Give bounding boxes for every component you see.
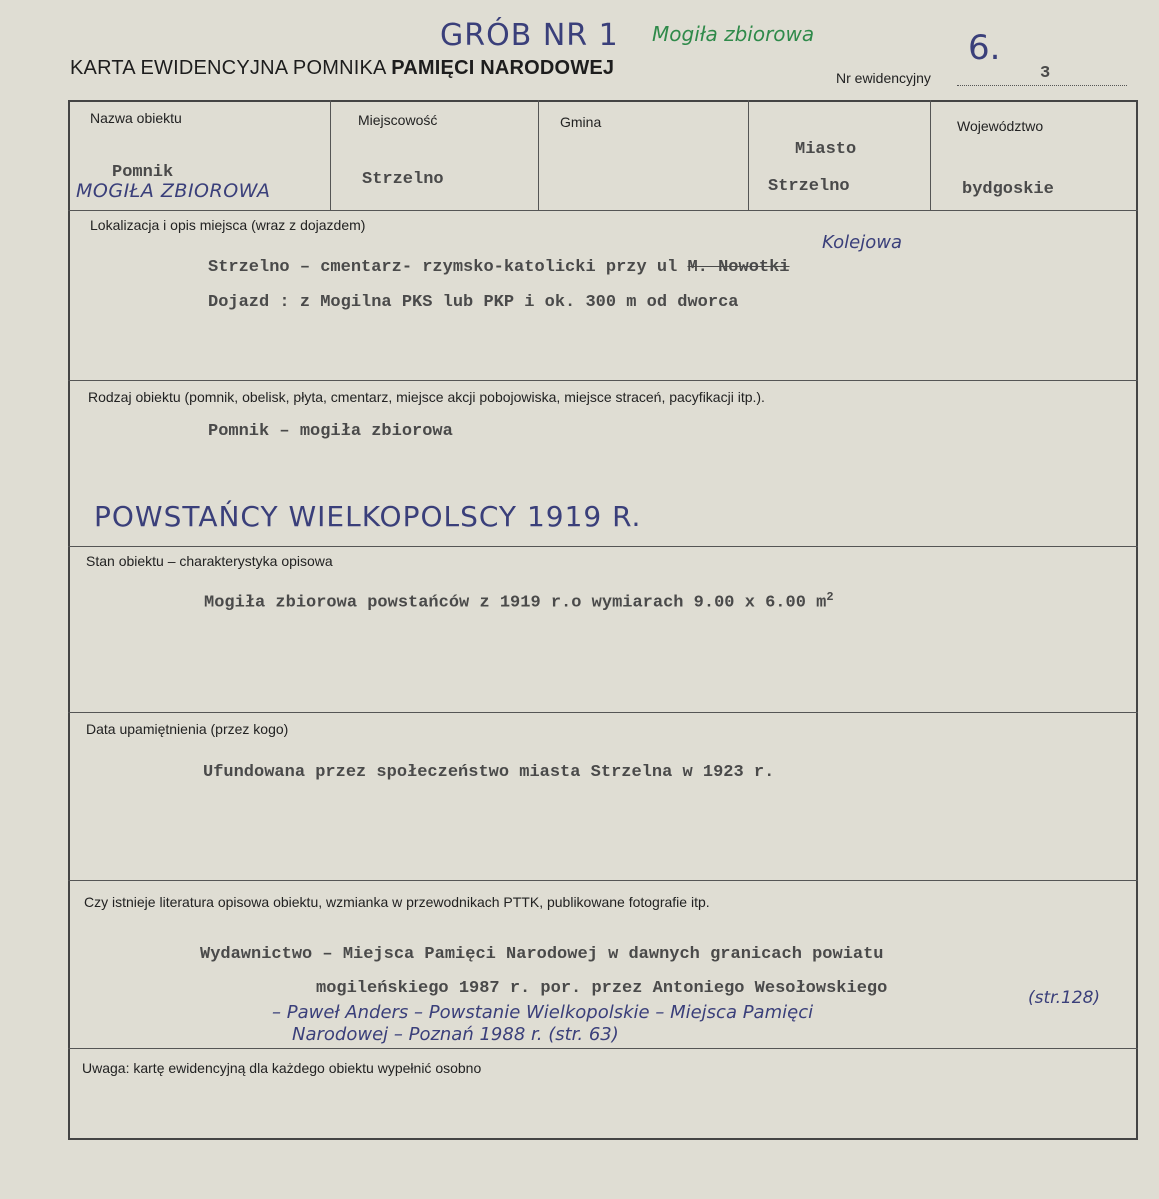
divider (68, 546, 1138, 547)
divider (68, 712, 1138, 713)
lokalizacja-line-1-text: Strzelno – cmentarz- rzymsko-katolicki przy ul (208, 258, 678, 277)
grob-handwritten: GRÓB NR 1 (440, 18, 619, 53)
mogila-handwritten-green: Mogiła zbiorowa (652, 22, 815, 46)
miejscowosc-value: Strzelno (362, 170, 444, 189)
nr-ewidencyjny-value: 3 (1040, 64, 1051, 83)
kolejowa-handwritten: Kolejowa (822, 232, 903, 253)
literatura-line-1: Wydawnictwo – Miejsca Pamięci Narodowej w dawnych granicach powiatu (200, 945, 884, 964)
lokalizacja-line-1 (208, 258, 790, 277)
divider (68, 1048, 1138, 1049)
wojewodztwo-label: Województwo (957, 118, 1044, 134)
literatura-note-2: – Paweł Anders – Powstanie Wielkopolskie – Miejsca Pamięci (272, 1002, 814, 1023)
miejscowosc-label: Miejscowość (358, 112, 438, 128)
lokalizacja-line-2: Dojazd : z Mogilna PKS lub PKP i ok. 300 m od dworca (208, 293, 739, 312)
column-separator (930, 100, 931, 210)
mogila-caps-handwritten: MOGIŁA ZBIOROWA (76, 180, 271, 202)
divider (68, 210, 1138, 211)
nazwa-label: Nazwa obiektu (90, 110, 182, 126)
literatura-line-2: mogileńskiego 1987 r. por. przez Antoniego Wesołowskiego (316, 979, 888, 998)
stan-value: Mogiła zbiorowa powstańców z 1919 r.o wymiarach 9.00 x 6.00 m (204, 593, 827, 613)
page-title (70, 57, 614, 80)
gmina-label: Gmina (560, 114, 602, 130)
column-separator (748, 100, 749, 210)
wojewodztwo-value: bydgoskie (962, 180, 1054, 199)
powstancy-handwritten: POWSTAŃCY WIELKOPOLSCY 1919 R. (94, 500, 642, 533)
column-separator (538, 100, 539, 210)
uwaga-label: Uwaga: kartę ewidencyjną dla każdego obiektu wypełnić osobno (82, 1060, 482, 1076)
rodzaj-label: Rodzaj obiektu (pomnik, obelisk, płyta, cmentarz, miejsce akcji pobojowiska, miejsce straceń, pacyfikacji itp.). (88, 389, 765, 405)
divider (68, 380, 1138, 381)
lokalizacja-struck-street: M. Nowotki (687, 258, 790, 277)
title-regular: KARTA EWIDENCYJNA POMNIKA (70, 57, 386, 79)
nr-dotted-line (957, 85, 1127, 86)
gmina-value-1: Miasto (795, 140, 857, 159)
stan-value-line (204, 590, 834, 613)
nazwa-value: Pomnik (112, 163, 174, 182)
column-separator (330, 100, 331, 210)
number-six-handwritten: 6. (968, 28, 1001, 68)
literatura-note-1: (str.128) (1028, 988, 1101, 1008)
literatura-note-3: Narodowej – Poznań 1988 r. (str. 63) (292, 1024, 619, 1045)
data-value: Ufundowana przez społeczeństwo miasta Strzelna w 1923 r. (203, 763, 775, 782)
title-bold: PAMIĘCI NARODOWEJ (391, 57, 615, 79)
data-label: Data upamiętnienia (przez kogo) (86, 721, 289, 737)
stan-label: Stan obiektu – charakterystyka opisowa (86, 553, 333, 569)
gmina-value-2: Strzelno (768, 177, 850, 196)
literatura-label: Czy istnieje literatura opisowa obiektu, wzmianka w przewodnikach PTTK, publikowane fotografie itp. (84, 894, 710, 910)
divider (68, 880, 1138, 881)
nr-ewidencyjny-label: Nr ewidencyjny (836, 70, 931, 86)
rodzaj-value: Pomnik – mogiła zbiorowa (208, 422, 453, 441)
stan-superscript: 2 (826, 590, 834, 604)
lokalizacja-label: Lokalizacja i opis miejsca (wraz z dojazdem) (90, 217, 366, 233)
